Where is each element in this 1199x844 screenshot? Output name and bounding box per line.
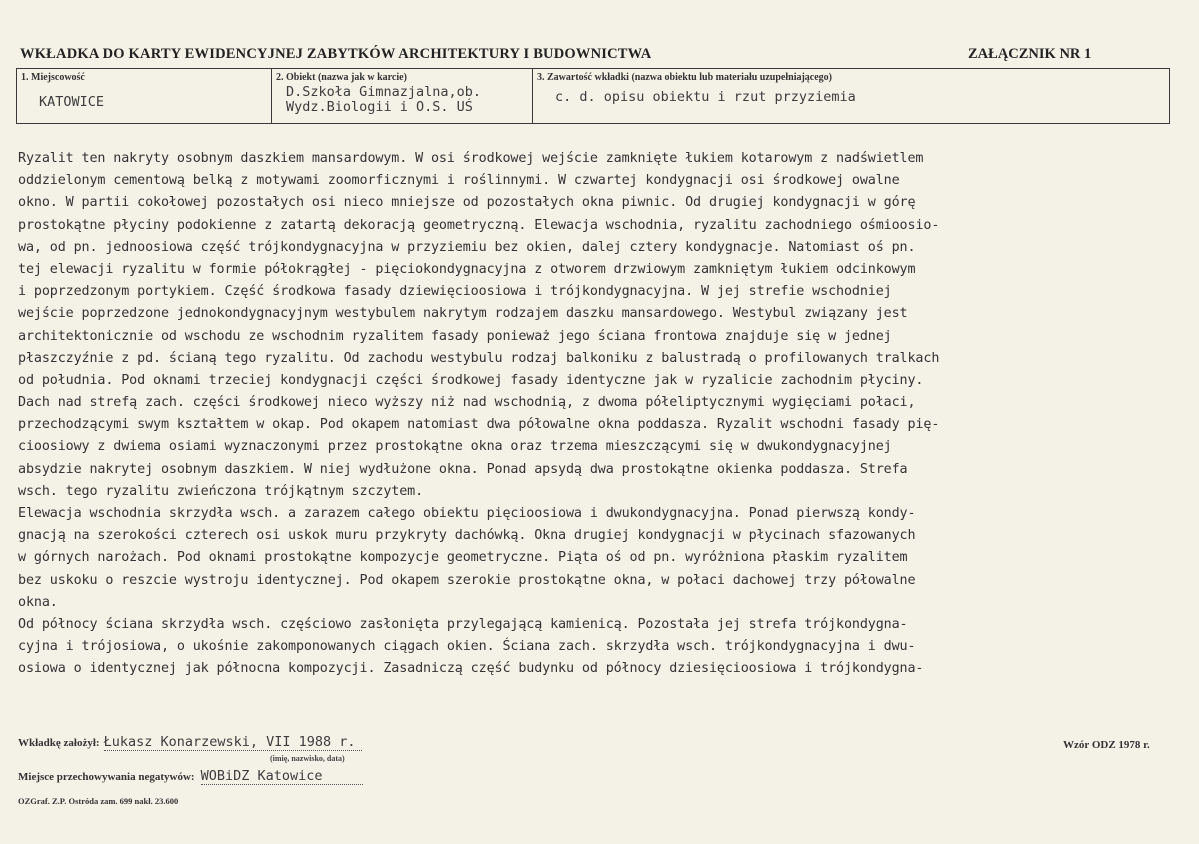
text-line: w górnych narożach. Pod oknami prostokątne kompozycje geometryczne. Piąta oś od pn. wyróżniona płaskim ryzalitem <box>18 550 908 566</box>
text-line: cioosiowy z dwiema osiami wyznaczonymi przez prostokątne okna oraz trzema mieszczącymi się w dwukondygnacyjnej <box>18 439 892 455</box>
locality-label: 1. Miejscowość <box>21 72 85 83</box>
text-line: prostokątne płyciny podokienne z zatartą dekoracją geometryczną. Elewacja wschodnia, ryzalitu zachodniego ośmioosio- <box>18 217 940 233</box>
text-line: Ryzalit ten nakryty osobnym daszkiem mansardowym. W osi środkowej wejście zamknięte łukiem kotarowym z nadświetlem <box>18 151 924 166</box>
template-mark: Wzór ODZ 1978 r. <box>1063 739 1150 751</box>
text-line: gnacją na szerokości czterech osi uskok muru przykryty dachówką. Okna drugiej kondygnacji w płycinach sfazowanych <box>18 528 916 544</box>
object-value <box>286 85 481 115</box>
author-value: Łukasz Konarzewski, VII 1988 r. <box>104 734 362 751</box>
text-line: i poprzedzonym portykiem. Część środkowa fasady dziewięcioosiowa i trójkondygnacyjna. W jej strefie wschodniej <box>18 284 892 300</box>
text-line: wsch. tego ryzalitu zwieńczona trójkątnym szczytem. <box>18 483 424 499</box>
text-line: Elewacja wschodnia skrzydła wsch. a zarazem całego obiektu pięcioosiowa i dwukondygnacyjna. Ponad pierwszą kondy- <box>18 506 916 521</box>
annex-number: ZAŁĄCZNIK NR 1 <box>968 46 1092 62</box>
text-line: Dach nad strefą zach. części środkowej nieco wyższy niż nad wschodnią, z dwoma półeliptycznymi wygięciami połaci, <box>18 395 916 411</box>
text-line: wejście poprzedzone jednokondygnacyjnym westybulem nakrytym rodzajem daszku mansardowego. Westybul związany jest <box>18 306 908 322</box>
storage-value: WOBiDZ Katowice <box>201 768 363 785</box>
text-line: absydzie nakrytej osobnym daszkiem. W niej wydłużone okna. Ponad apsydą dwa prostokątne okienka poddasza. Strefa <box>18 461 908 477</box>
contents-label: 3. Zawartość wkładki (nazwa obiektu lub materiału uzupełniającego) <box>537 72 833 83</box>
description-text <box>18 148 1178 681</box>
text-line: okna. <box>18 594 58 610</box>
contents-cell <box>533 69 1169 123</box>
form-title: WKŁADKA DO KARTY EWIDENCYJNEJ ZABYTKÓW ARCHITEKTURY I BUDOWNICTWA <box>20 46 652 62</box>
contents-value: c. d. opisu obiektu i rzut przyziemia <box>555 89 856 105</box>
object-value-line: Wydz.Biologii i O.S. UŚ <box>286 99 473 115</box>
text-line: płaszczyźnie z pd. ścianą tego ryzalitu. Od zachodu westybulu rodzaj balkoniku z balustradą o profilowanych tralkach <box>18 350 940 366</box>
object-value-line: D.Szkoła Gimnazjalna,ob. <box>286 84 482 100</box>
locality-cell <box>17 69 272 123</box>
text-line: okno. W partii cokołowej pozostałych osi nieco mniejsze od pozostałych okna piwnic. Od drugiej kondygnacji w górę <box>18 195 916 211</box>
text-line: Od północy ściana skrzydła wsch. częściowo zasłonięta przylegającą kamienicą. Pozostała jej strefa trójkondygna- <box>18 616 908 632</box>
storage-row <box>18 768 363 784</box>
print-info: OZGraf. Z.P. Ostróda zam. 699 nakł. 23.600 <box>18 796 179 806</box>
author-row <box>18 734 362 750</box>
metadata-table <box>16 68 1170 124</box>
text-line: oddzielonym cementową belką z motywami zoomorficznymi i roślinnymi. W czwartej kondygnacji osi środkowej owalne <box>18 173 900 189</box>
object-label: 2. Obiekt (nazwa jak w karcie) <box>276 72 407 83</box>
text-line: bez uskoku o reszcie wystroju identycznej. Pod okapem szerokie prostokątne okna, w połaci dachowej trzy półowalne <box>18 572 916 588</box>
text-line: od południa. Pod oknami trzeciej kondygnacji części środkowej fasady identyczne jak w ryzalicie zachodnim płyciny. <box>18 372 924 388</box>
text-line: cyjna i trójosiowa, o ukośnie zakomponowanych ciągach okien. Ściana zach. skrzydła wsch. trójkondygnacyjna i dwu- <box>18 639 916 655</box>
text-line: tej elewacji ryzalitu w formie półokrągłej - pięciokondygnacyjna z otworem drzwiowym zamkniętym łukiem odcinkowym <box>18 261 916 277</box>
author-label: Wkładkę założył: <box>18 737 100 749</box>
author-hint: (imię, nazwisko, data) <box>270 754 345 763</box>
text-line: przechodzącymi swym kształtem w okap. Pod okapem natomiast dwa półowalne okna poddasza. Ryzalit wschodni fasady pię- <box>18 417 940 433</box>
locality-value: KATOWICE <box>39 94 105 110</box>
text-line: architektonicznie od wschodu ze wschodnim ryzalitem fasady ponieważ jego ściana frontowa znajduje się w jednej <box>18 328 892 344</box>
text-line: osiowa o identycznej jak północna kompozycji. Zasadniczą część budynku od północy dziesięcioosiowa i trójkondygna- <box>18 661 924 677</box>
text-line: wa, od pn. jednoosiowa część trójkondygnacyjna w przyziemiu bez okien, dalej cztery kondygnacje. Natomiast oś pn. <box>18 239 916 255</box>
object-cell <box>272 69 533 123</box>
storage-label: Miejsce przechowywania negatywów: <box>18 771 195 783</box>
